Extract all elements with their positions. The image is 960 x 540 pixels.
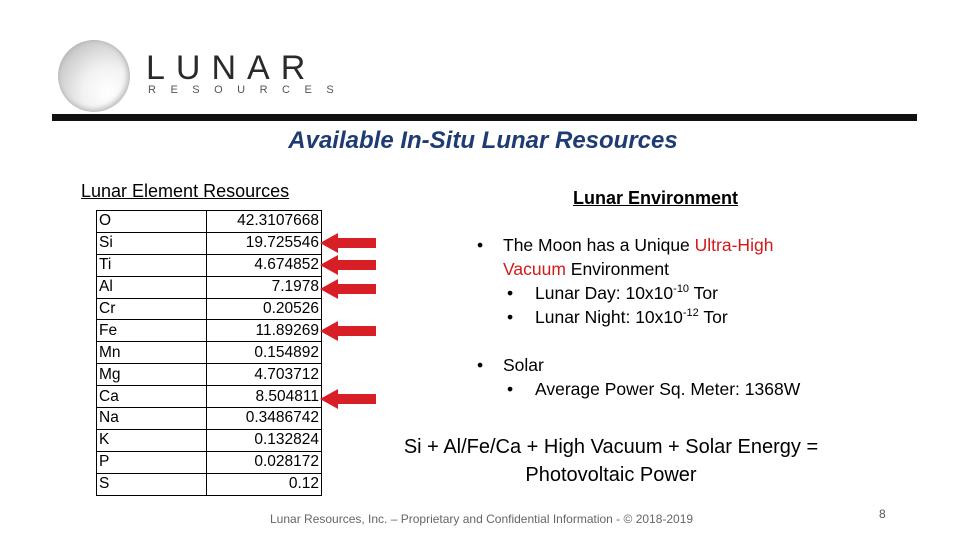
element-symbol: Mn: [97, 342, 207, 364]
table-row: [97, 276, 322, 298]
bullet-dot-icon: •: [507, 307, 514, 327]
element-symbol: K: [97, 429, 207, 451]
bullet-dot-icon: •: [507, 283, 514, 303]
element-value: 8.504811: [207, 386, 322, 408]
table-row: [97, 451, 322, 473]
environment-heading: Lunar Environment: [573, 188, 739, 208]
element-symbol: Fe: [97, 320, 207, 342]
element-value: 4.674852: [207, 254, 322, 276]
element-symbol: Ca: [97, 386, 207, 408]
photovoltaic-equation: Si + Al/Fe/Ca + High Vacuum + Solar Energy = Photovoltaic Power: [403, 436, 819, 486]
element-value: 0.12: [207, 473, 322, 495]
slide-title: Available In-Situ Lunar Resources: [288, 127, 678, 154]
arrow-left-icon-ca: [320, 389, 376, 409]
element-value: 0.3486742: [207, 408, 322, 430]
header-rule: [52, 114, 917, 121]
element-value: 0.028172: [207, 451, 322, 473]
table-row: [97, 386, 322, 408]
table-row: [97, 342, 322, 364]
table-row: [97, 298, 322, 320]
bullet-dot-icon: •: [477, 355, 484, 375]
logo-wordmark: LUNAR: [146, 49, 317, 87]
element-symbol: Al: [97, 276, 207, 298]
element-symbol: Mg: [97, 364, 207, 386]
element-resources-heading: Lunar Element Resources: [81, 181, 290, 201]
element-value: 19.725546: [207, 232, 322, 254]
table-row: [97, 320, 322, 342]
table-row: [97, 473, 322, 495]
element-table: [96, 210, 322, 496]
element-symbol: O: [97, 211, 207, 233]
bullet-dot-icon: •: [477, 235, 484, 255]
bullet-power: • Average Power Sq. Meter: 1368W: [507, 379, 801, 399]
bullet-solar: • Solar: [477, 355, 544, 375]
bullet-lunar-night: • Lunar Night: $10x10^{-12}$ Tor: [507, 307, 728, 327]
table-row: [97, 364, 322, 386]
table-row: [97, 232, 322, 254]
arrow-left-icon-si: [320, 233, 376, 253]
logo-orb-icon: [58, 40, 130, 112]
element-symbol: Si: [97, 232, 207, 254]
element-symbol: Cr: [97, 298, 207, 320]
page-number: 8: [879, 507, 886, 521]
element-value: 0.20526: [207, 298, 322, 320]
element-symbol: Ti: [97, 254, 207, 276]
element-value: 42.3107668: [207, 211, 322, 233]
arrow-left-icon-al: [320, 279, 376, 299]
logo-subtitle: RESOURCES: [148, 84, 349, 96]
bullet-lunar-day: • Lunar Day: $10x10^{-10}$ Tor: [507, 283, 718, 303]
arrow-left-icon-ti: [320, 255, 376, 275]
environment-bullets: [477, 233, 800, 401]
table-row: [97, 254, 322, 276]
bullet-dot-icon: •: [507, 379, 514, 399]
arrow-left-icon-fe: [320, 321, 376, 341]
bullet-vacuum: • The Moon has a Unique Ultra-High Vacuum Environment: [477, 235, 774, 279]
footer-text: Lunar Resources, Inc. – Proprietary and Confidential Information - © 2018-2019: [270, 512, 694, 526]
element-value: 0.132824: [207, 429, 322, 451]
element-symbol: P: [97, 451, 207, 473]
table-row: [97, 408, 322, 430]
element-value: 11.89269: [207, 320, 322, 342]
table-row: [97, 429, 322, 451]
table-row: [97, 211, 322, 233]
element-value: 7.1978: [207, 276, 322, 298]
element-symbol: Na: [97, 408, 207, 430]
element-value: 0.154892: [207, 342, 322, 364]
element-symbol: S: [97, 473, 207, 495]
element-value: 4.703712: [207, 364, 322, 386]
